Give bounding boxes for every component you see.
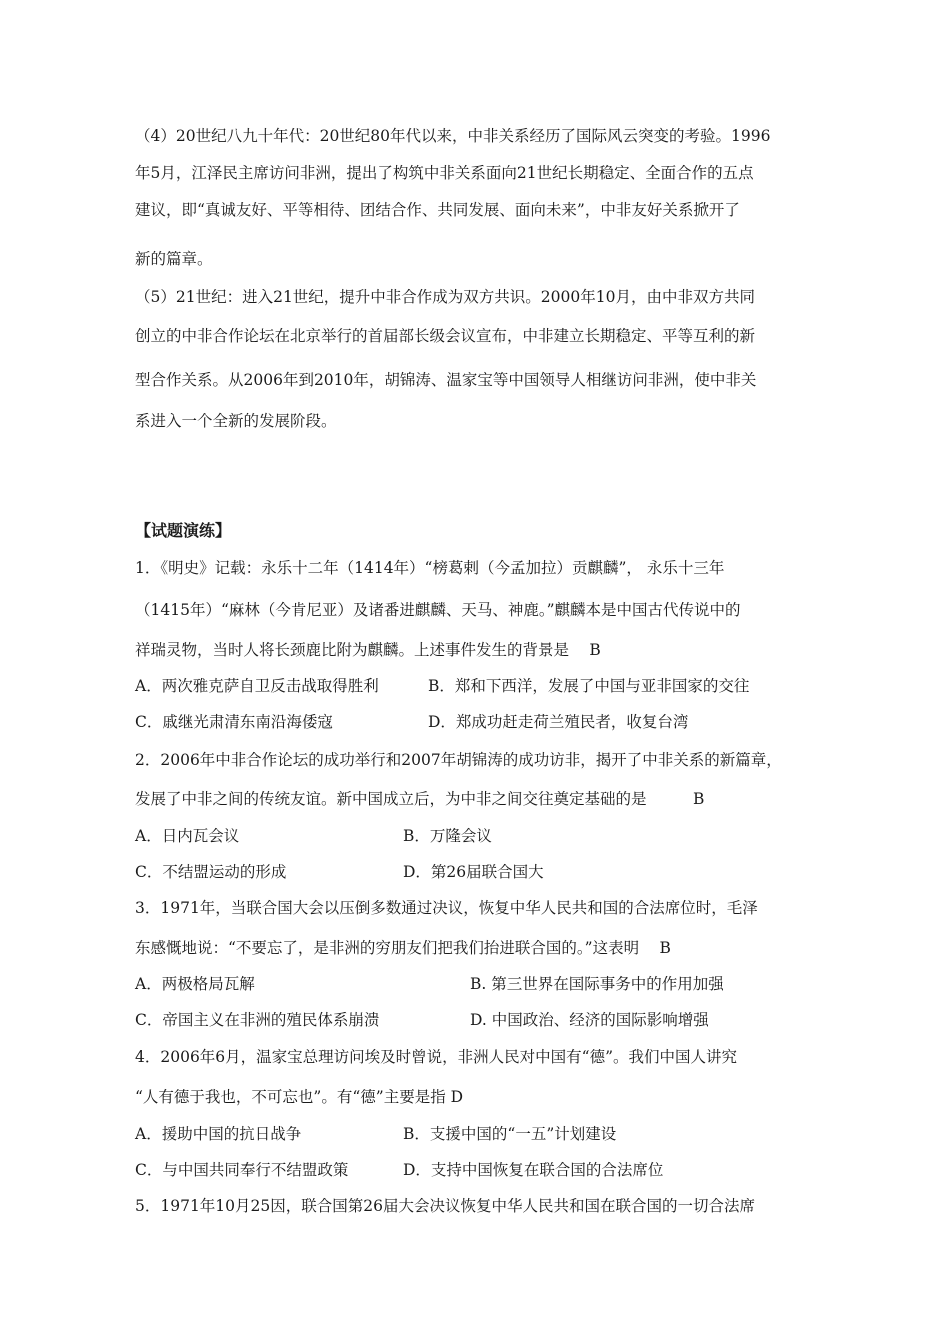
question-4-line: “人有德于我也，不可忘也”。有“德”主要是指 D: [135, 1088, 464, 1106]
question-2-option-c: C．不结盟运动的形成: [135, 863, 287, 881]
question-3-line: 东感慨地说：“不要忘了，是非洲的穷朋友们把我们抬进联合国的。”这表明 B: [135, 939, 671, 957]
question-5-line: 5．1971年10月25因，联合国第26届大会决议恢复中华人民共和国在联合国的一切合法席: [135, 1197, 755, 1215]
question-2-line: 2．2006年中非合作论坛的成功举行和2007年胡锦涛的成功访非，揭开了中非关系的新篇章，: [135, 751, 782, 769]
section-title: 【试题演练】: [135, 521, 232, 540]
question-2-option-d: D．第26届联合国大: [403, 863, 544, 881]
intro-line: 年5月，江泽民主席访问非洲，提出了构筑中非关系面向21世纪长期稳定、全面合作的五点: [135, 164, 754, 182]
question-1-option-d: D．郑成功赶走荷兰殖民者，收复台湾: [428, 713, 689, 731]
question-4-option-b: B．支援中国的“一五”计划建设: [403, 1125, 617, 1143]
question-2-option-a: A．日内瓦会议: [135, 827, 240, 845]
question-1-option-c: C．戚继光肃清东南沿海倭寇: [135, 713, 333, 731]
question-2-line: 发展了中非之间的传统友谊。新中国成立后，为中非之间交往奠定基础的是 B: [135, 790, 705, 808]
intro-line: 新的篇章。: [135, 250, 213, 268]
question-1-option-b: B．郑和下西洋，发展了中国与亚非国家的交往: [428, 677, 750, 695]
intro-line: 系进入一个全新的发展阶段。: [135, 412, 337, 430]
intro-line: （4）20世纪八九十年代：20世纪80年代以来，中非关系经历了国际风云突变的考验。1996: [135, 127, 771, 145]
intro-line: （5）21世纪：进入21世纪，提升中非合作成为双方共识。2000年10月，由中非双方共同: [135, 288, 755, 306]
question-3-option-a: A．两极格局瓦解: [135, 975, 255, 993]
intro-line: 建议，即“真诚友好、平等相待、团结合作、共同发展、面向未来”，中非友好关系掀开了: [135, 201, 740, 219]
question-1-line: （1415年）“麻林（今肯尼亚）及诸番进麒麟、天马、神鹿。”麒麟本是中国古代传说中的: [135, 601, 741, 619]
question-1-option-a: A．两次雅克萨自卫反击战取得胜利: [135, 677, 379, 695]
question-3-option-d: D. 中国政治、经济的国际影响增强: [470, 1011, 709, 1029]
question-3-line: 3．1971年，当联合国大会以压倒多数通过决议，恢复中华人民共和国的合法席位时，毛泽: [135, 899, 758, 917]
question-3-option-b: B. 第三世界在国际事务中的作用加强: [470, 975, 724, 993]
intro-line: 型合作关系。从2006年到2010年，胡锦涛、温家宝等中国领导人相继访问非洲，使中非关: [135, 371, 757, 389]
question-4-option-c: C．与中国共同奉行不结盟政策: [135, 1161, 349, 1179]
question-1-line: 1．《明史》记载：永乐十二年（1414年）“榜葛剌（今孟加拉）贡麒麟”， 永乐十三年: [135, 559, 725, 577]
question-4-line: 4．2006年6月，温家宝总理访问埃及时曾说，非洲人民对中国有“德”。我们中国人讲究: [135, 1048, 738, 1066]
question-2-option-b: B．万隆会议: [403, 827, 492, 845]
question-1-line: 祥瑞灵物，当时人将长颈鹿比附为麒麟。上述事件发生的背景是 B: [135, 641, 601, 659]
intro-line: 创立的中非合作论坛在北京举行的首届部长级会议宣布，中非建立长期稳定、平等互利的新: [135, 327, 756, 345]
question-4-option-a: A．援助中国的抗日战争: [135, 1125, 302, 1143]
question-3-option-c: C．帝国主义在非洲的殖民体系崩溃: [135, 1011, 380, 1029]
question-4-option-d: D．支持中国恢复在联合国的合法席位: [403, 1161, 664, 1179]
